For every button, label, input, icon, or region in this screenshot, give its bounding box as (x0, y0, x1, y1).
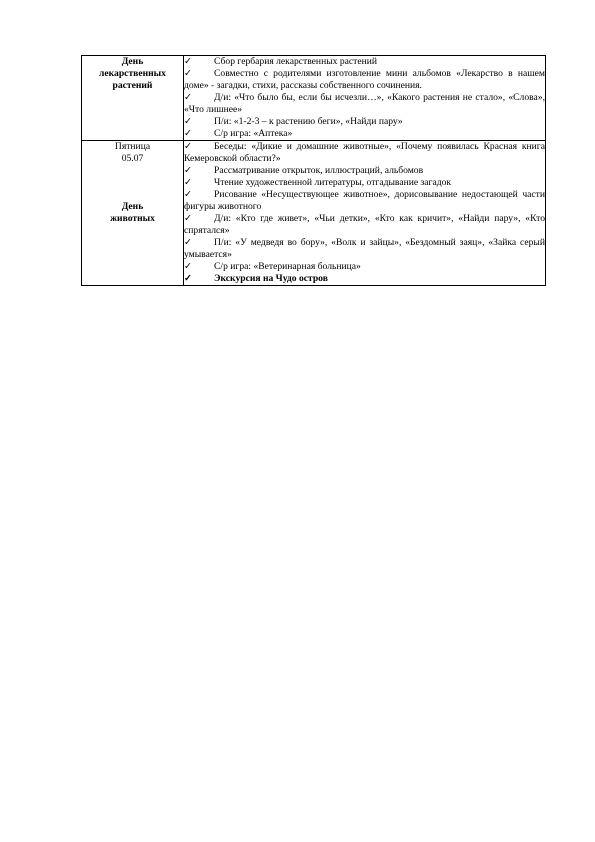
item-text: С/р игра: «Аптека» (214, 128, 293, 139)
list-item (184, 92, 545, 116)
list-item (184, 273, 545, 285)
checkmark-icon: ✓ (184, 177, 193, 188)
checkmark-icon: ✓ (184, 261, 193, 272)
checkmark-icon: ✓ (184, 116, 193, 127)
item-text: Совместно с родителями изготовление мини альбомов «Лекарство в нашем доме» - загадки, стихи, рассказы собственного сочинения. (184, 68, 545, 91)
day-cell (82, 141, 184, 286)
list-item (184, 261, 545, 273)
day-cell (82, 56, 184, 141)
item-text: Экскурсия на Чудо остров (214, 273, 328, 284)
list-item (184, 56, 545, 68)
list-item (184, 68, 545, 92)
checkmark-icon: ✓ (184, 237, 193, 248)
checkmark-icon: ✓ (184, 141, 193, 152)
table-row (82, 141, 546, 286)
item-text: Д/и: «Кто где живет», «Чьи детки», «Кто как кричит», «Найди пару», «Кто спрятался» (184, 213, 545, 236)
day-title-line: растений (112, 80, 153, 91)
item-text: С/р игра: «Ветеринарная больница» (214, 261, 361, 272)
item-text: П/и: «1-2-3 – к растению беги», «Найди пару» (214, 116, 403, 127)
list-item (184, 177, 545, 189)
weekday-label: Пятница (114, 141, 151, 152)
day-title-line: лекарственных (99, 68, 166, 79)
checkmark-icon: ✓ (184, 92, 193, 103)
checkmark-icon: ✓ (184, 165, 193, 176)
table-row (82, 56, 546, 141)
activities-cell (184, 56, 546, 141)
list-item (184, 189, 545, 213)
list-item (184, 116, 545, 128)
list-item (184, 128, 545, 140)
list-item (184, 141, 545, 165)
item-text: Рассматривание открыток, иллюстраций, альбомов (214, 165, 424, 176)
list-item (184, 213, 545, 237)
date-label: 05.07 (121, 153, 144, 164)
list-item (184, 165, 545, 177)
item-text: Рисование «Несуществующее животное», дорисовывание недостающей части фигуры животного (184, 189, 545, 212)
item-text: Д/и: «Что было бы, если бы исчезли…», «Какого растения не стало», «Слова», «Что лишнее» (184, 92, 545, 115)
checkmark-icon: ✓ (184, 128, 193, 139)
item-text: Беседы: «Дикие и домашние животные», «Почему появилась Красная книга Кемеровской области?» (184, 141, 545, 164)
day-title-line: День (121, 56, 144, 67)
list-item (184, 237, 545, 261)
item-text: П/и: «У медведя во бору», «Волк и зайцы», «Бездомный заяц», «Зайка серый умывается» (184, 237, 545, 260)
checkmark-icon: ✓ (184, 189, 193, 200)
activity-plan-table (81, 55, 546, 286)
checkmark-icon: ✓ (184, 68, 193, 79)
checkmark-icon: ✓ (184, 213, 193, 224)
day-title-line: животных (110, 213, 155, 224)
day-title-line: День (121, 201, 144, 212)
item-text: Чтение художественной литературы, отгадывание загадок (214, 177, 452, 188)
activities-cell (184, 141, 546, 286)
checkmark-icon: ✓ (184, 273, 193, 284)
item-text: Сбор гербария лекарственных растений (214, 56, 378, 67)
checkmark-icon: ✓ (184, 56, 193, 67)
